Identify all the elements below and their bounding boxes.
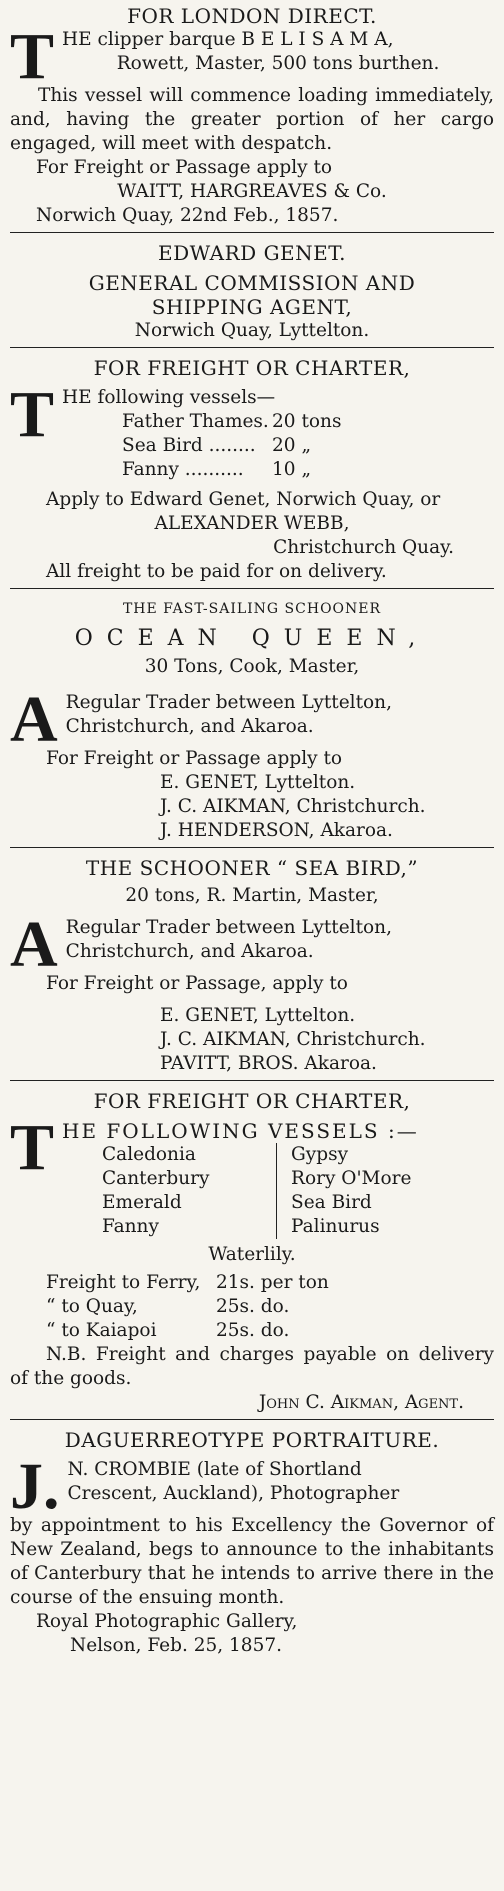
agent-line: J. C. AIKMAN, Christchurch. <box>160 796 426 817</box>
ad-intro <box>10 20 494 93</box>
vessel-list <box>62 410 494 482</box>
ad-note: N.B. Freight and charges payable on delivery of the goods. <box>10 1344 494 1389</box>
ad-line: Rowett, Master, 500 tons burthen. <box>116 53 440 74</box>
vessel-columns <box>62 1143 494 1239</box>
drop-cap: A <box>10 683 58 756</box>
ad-line: Regular Trader between Lyttelton, <box>65 917 392 938</box>
divider <box>10 1419 494 1420</box>
ad-ocean-queen <box>10 597 494 843</box>
ad-body: by appointment to his Excellency the Governor of New Zealand, begs to announce to the inhabitants of Canterbury that he intends to arrive there in the course of the ensuing month. <box>10 1515 494 1608</box>
agent-line: J. HENDERSON, Akaroa. <box>160 820 393 841</box>
ad-line: Christchurch, and Akaroa. <box>65 941 314 962</box>
agent-line: PAVITT, BROS. Akaroa. <box>160 1053 377 1074</box>
vessel-size: 20 tons <box>272 411 342 432</box>
ad-body: This vessel will commence loading immediately, and, having the greater portion of her cargo engaged, will meet with despatch. <box>10 85 494 154</box>
vessel-name: Gypsy <box>291 1144 349 1165</box>
rate-price: 21s. per ton <box>216 1272 329 1293</box>
ad-apply: Apply to Edward Genet, Norwich Quay, or <box>46 489 441 510</box>
rate-price: 25s. do. <box>216 1320 290 1341</box>
ad-freight-charter-2 <box>10 1089 494 1415</box>
vessel-name: Emerald <box>102 1192 182 1213</box>
drop-cap: T <box>10 20 55 93</box>
vessel-name: Waterlily. <box>208 1244 296 1265</box>
ad-london-direct <box>10 0 494 228</box>
column-divider <box>276 1143 277 1239</box>
rate-destination: “ to Kaiapoi <box>46 1320 157 1341</box>
ad-line: HE clipper barque B E L I S A M A, <box>62 29 394 50</box>
vessel-name: Caledonia <box>102 1144 196 1165</box>
drop-cap: A <box>10 908 58 981</box>
vessel-name: Rory O'More <box>291 1168 412 1189</box>
ad-line: Regular Trader between Lyttelton, <box>65 692 392 713</box>
ad-heading: FOR LONDON DIRECT. <box>127 4 377 28</box>
rate-destination: “ to Quay, <box>46 1296 138 1317</box>
ad-heading: THE SCHOONER “ SEA BIRD,” <box>85 856 419 880</box>
agent-line: J. C. AIKMAN, Christchurch. <box>160 1029 426 1050</box>
ad-line: Crescent, Auckland), Photographer <box>67 1483 400 1504</box>
divider <box>10 232 494 233</box>
ad-master: 30 Tons, Cook, Master, <box>144 656 360 677</box>
divider <box>10 588 494 589</box>
ad-agent: John C. Aikman, Agent. <box>258 1392 464 1413</box>
rate-destination: Freight to Ferry, <box>46 1272 201 1293</box>
ad-sea-bird <box>10 856 494 1076</box>
vessel-name: Fanny .......... <box>122 459 244 480</box>
divider <box>10 1080 494 1081</box>
vessel-size: 10 „ <box>272 459 312 480</box>
vessel-size: 20 „ <box>272 435 312 456</box>
vessel-name: Palinurus <box>291 1216 380 1237</box>
vessel-name: Father Thames. <box>122 411 269 432</box>
ad-apply: For Freight or Passage apply to <box>46 748 343 769</box>
vessel-column-left <box>102 1143 262 1239</box>
ad-line: N. CROMBIE (late of Shortland <box>67 1459 362 1480</box>
ad-daguerreotype <box>10 1428 494 1658</box>
ad-line: HE FOLLOWING VESSELS :— <box>62 1119 419 1143</box>
ad-heading: DAGUERREOTYPE PORTRAITURE. <box>64 1428 440 1452</box>
agent-line: E. GENET, Lyttelton. <box>160 1005 356 1026</box>
vessel-name: Sea Bird ........ <box>122 435 256 456</box>
ad-agent-place: Christchurch Quay. <box>273 537 454 558</box>
ad-master: 20 tons, R. Martin, Master, <box>125 885 379 906</box>
vessel-column-right <box>291 1143 451 1239</box>
agent-line: E. GENET, Lyttelton. <box>160 772 356 793</box>
ad-title: SHIPPING AGENT, <box>151 295 353 319</box>
ad-line: HE following vessels— <box>62 387 276 408</box>
ad-apply: For Freight or Passage, apply to <box>46 973 348 994</box>
ad-address: Norwich Quay, Lyttelton. <box>134 320 370 341</box>
ad-apply: For Freight or Passage apply to <box>36 157 333 178</box>
ad-date: Norwich Quay, 22nd Feb., 1857. <box>36 205 339 226</box>
ad-kicker: THE FAST-SAILING SCHOONER <box>122 601 382 617</box>
ad-freight-charter <box>10 356 494 584</box>
ad-line: Christchurch, and Akaroa. <box>65 716 314 737</box>
vessel-name: Sea Bird <box>291 1192 372 1213</box>
ad-heading: FOR FREIGHT OR CHARTER, <box>93 1089 411 1113</box>
divider <box>10 847 494 848</box>
drop-cap: T <box>10 1111 55 1184</box>
rate-price: 25s. do. <box>216 1296 290 1317</box>
ad-heading: FOR FREIGHT OR CHARTER, <box>93 356 411 380</box>
vessel-name: Fanny <box>102 1216 159 1237</box>
ad-agent: WAITT, HARGREAVES & Co. <box>117 181 387 202</box>
drop-cap: T <box>10 378 55 451</box>
ad-gallery: Royal Photographic Gallery, <box>36 1611 298 1632</box>
ad-edward-genet <box>10 241 494 343</box>
vessel-name: Canterbury <box>102 1168 210 1189</box>
drop-cap: J. <box>10 1450 60 1523</box>
ad-note: All freight to be paid for on delivery. <box>46 561 387 582</box>
ad-name: EDWARD GENET. <box>157 241 347 265</box>
ad-date: Nelson, Feb. 25, 1857. <box>70 1635 283 1656</box>
rate-table <box>10 1271 494 1343</box>
ad-ship-name: OCEAN QUEEN, <box>74 626 430 651</box>
ad-title: GENERAL COMMISSION AND <box>88 271 416 295</box>
divider <box>10 347 494 348</box>
ad-agent: ALEXANDER WEBB, <box>154 513 350 534</box>
